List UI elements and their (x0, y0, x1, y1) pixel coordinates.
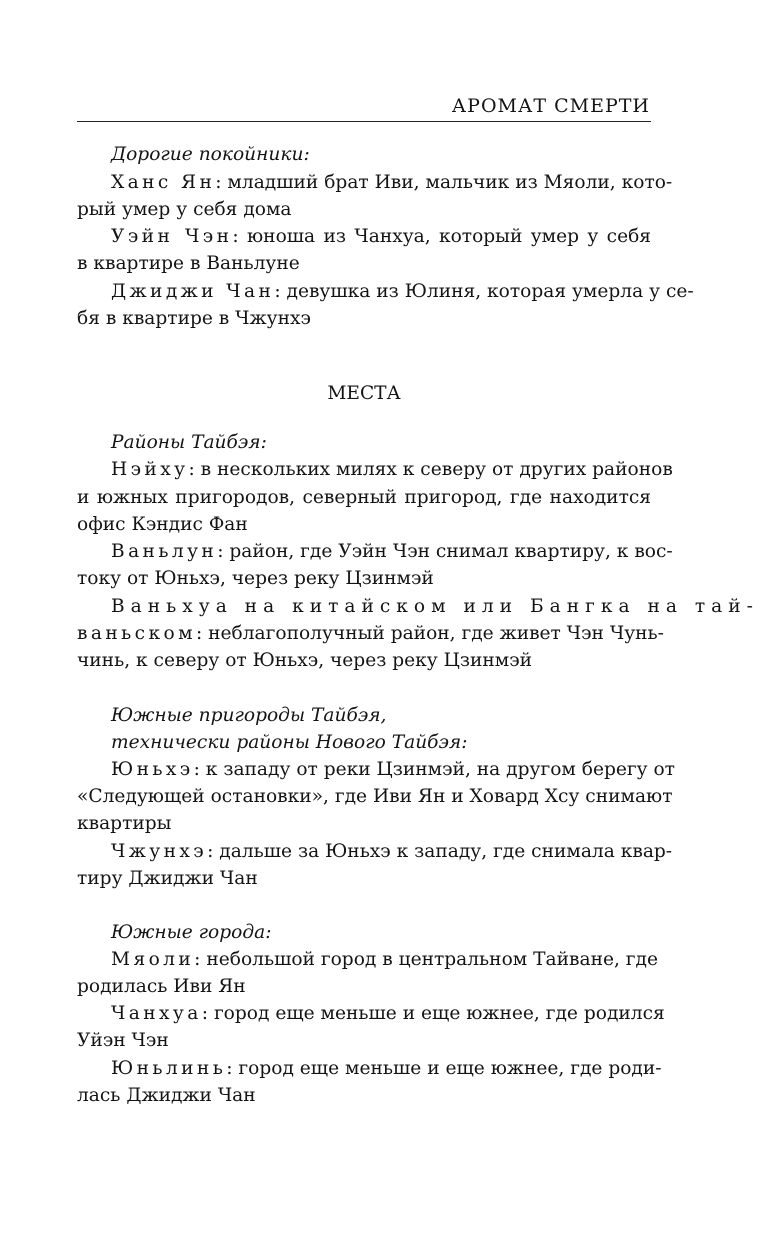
entry-hans-line1: Ханс Ян: младший брат Иви, мальчик из Мяоли, кото- (111, 172, 673, 193)
entry-wanhua-name: ваньском (77, 623, 196, 644)
section-title-places: МЕСТА (327, 383, 401, 404)
entry-changhua-line1: Чанхуа: город еще меньше и еще южнее, где родился (111, 1003, 665, 1024)
entry-changhua-name: Чанхуа (111, 1003, 202, 1024)
entry-yunlin-line1: Юньлинь: город еще меньше и еще южнее, где роди- (111, 1058, 662, 1079)
entry-wanlun-line1: Ваньлун: район, где Уэйн Чэн снимал квартиру, к вос- (111, 541, 673, 562)
running-header: АРОМАТ СМЕРТИ (451, 95, 650, 117)
entry-hans-name: Ханс Ян (111, 172, 216, 193)
entry-yunhe-line3: квартиры (77, 813, 172, 834)
deceased-heading: Дорогие покойники: (111, 144, 310, 165)
suburbs-heading-line1: Южные пригороды Тайбэя, (111, 705, 387, 726)
entry-yunlin-name: Юньлинь (111, 1058, 227, 1079)
entry-gigi-line2: бя в квартире в Чжунхэ (77, 308, 311, 329)
entry-gigi-line1: Джиджи Чан: девушка из Юлиня, которая умерла у се- (111, 281, 694, 302)
entry-hans-line2: рый умер у себя дома (77, 199, 292, 220)
header-rule (77, 121, 651, 122)
entry-wanlun-line2: току от Юньхэ, через реку Цзинмэй (77, 568, 434, 589)
entry-wanhua-line2: ваньском: неблагополучный район, где живет Чэн Чунь- (77, 623, 664, 644)
entry-zhonghe-line2: тиру Джиджи Чан (77, 868, 258, 889)
towns-heading: Южные города: (111, 922, 272, 943)
entry-neihu-line1: Нэйху: в нескольких милях к северу от других районов (111, 459, 673, 480)
entry-neihu-line2: и южных пригородов, северный пригород, где находится (77, 487, 651, 508)
entry-wanhua-line1: Ваньхуа на китайском или Бангка на тай- (111, 596, 759, 617)
entry-yunhe-line1: Юньхэ: к западу от реки Цзинмэй, на другом берегу от (111, 759, 675, 780)
entry-miaoli-name: Мяоли (111, 949, 195, 970)
districts-heading: Районы Тайбэя: (111, 432, 267, 453)
entry-yunhe-line2: «Следующей остановки», где Иви Ян и Ховард Хсу снимают (77, 786, 673, 807)
entry-wayne-line2: в квартире в Ваньлуне (77, 253, 300, 274)
suburbs-heading-line2: технически районы Нового Тайбэя: (111, 732, 468, 753)
entry-changhua-line2: Уйэн Чэн (77, 1030, 169, 1051)
entry-neihu-line3: офис Кэндис Фан (77, 514, 248, 535)
entry-zhonghe-line1: Чжунхэ: дальше за Юньхэ к западу, где снимала квар- (111, 841, 673, 862)
entry-zhonghe-name: Чжунхэ (111, 841, 208, 862)
entry-gigi-name: Джиджи Чан (111, 281, 275, 302)
entry-wanhua-line3: чинь, к северу от Юньхэ, через реку Цзинмэй (77, 650, 533, 671)
entry-wayne-line1: Уэйн Чэн: юноша из Чанхуа, который умер у себя (111, 226, 651, 247)
entry-wayne-name: Уэйн Чэн (111, 226, 233, 247)
entry-neihu-name: Нэйху (111, 459, 189, 480)
entry-yunhe-name: Юньхэ (111, 759, 194, 780)
entry-miaoli-line1: Мяоли: небольшой город в центральном Тайване, где (111, 949, 658, 970)
entry-wanlun-name: Ваньлун (111, 541, 218, 562)
entry-miaoli-line2: родилась Иви Ян (77, 976, 246, 997)
entry-yunlin-line2: лась Джиджи Чан (77, 1085, 256, 1106)
